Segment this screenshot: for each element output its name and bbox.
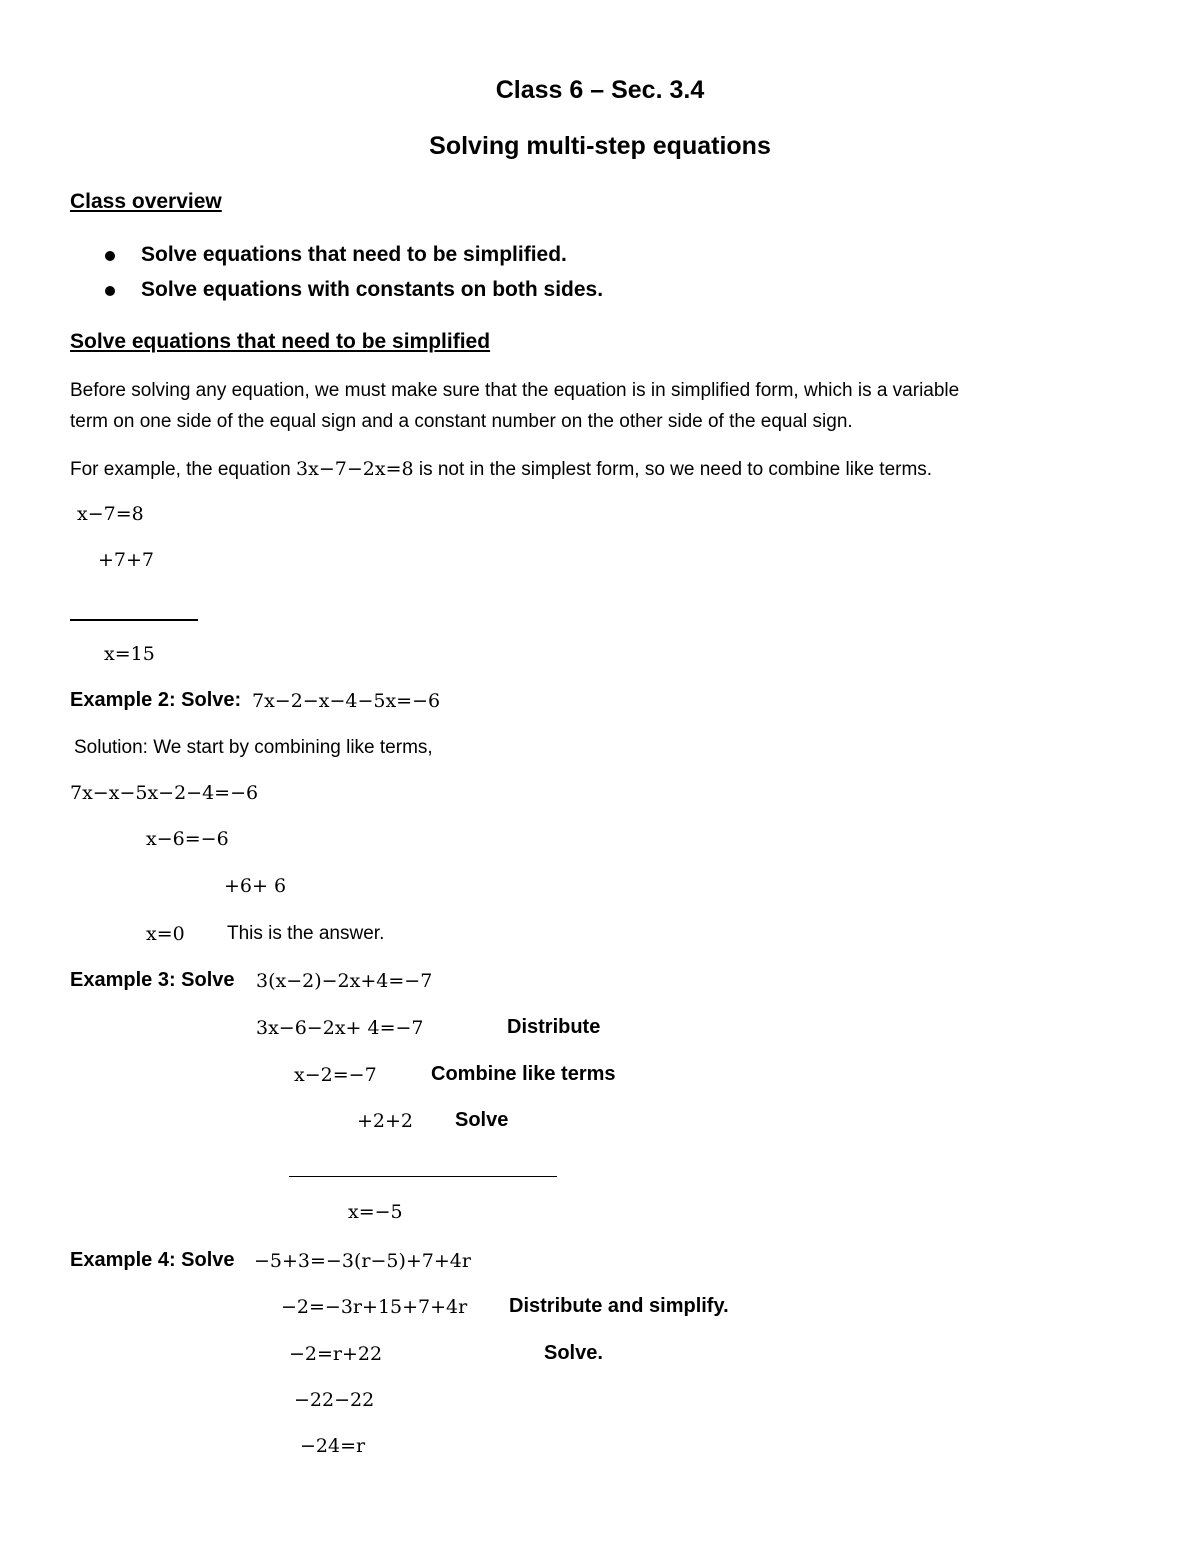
step-equation: x=15 — [104, 643, 155, 665]
bullet-icon — [105, 251, 115, 261]
step-equation: −2=r+22 — [289, 1343, 383, 1365]
example-3-equation: 3(x−2)−2x+4=−7 — [256, 970, 433, 992]
step-equation: x=0 — [146, 923, 185, 945]
example-equation: 3x−7−2x=8 — [296, 458, 414, 480]
divider-line — [289, 1176, 557, 1177]
example-2-solution: Solution: We start by combining like terms, — [74, 737, 433, 758]
page-subtitle: Solving multi-step equations — [429, 132, 771, 160]
example-3-label: Example 3: Solve — [70, 969, 235, 991]
divider-line — [70, 619, 198, 621]
answer-note: This is the answer. — [227, 923, 385, 944]
example-4-label: Example 4: Solve — [70, 1249, 235, 1271]
step-equation: +2+2 — [357, 1110, 414, 1132]
page-title: Class 6 – Sec. 3.4 — [495, 76, 705, 104]
step-equation: −22−22 — [294, 1389, 375, 1411]
paragraph-line-1: Before solving any equation, we must make sure that the equation is in simplified form, which is a variable — [70, 380, 960, 401]
bullet-icon — [105, 286, 115, 296]
step-note: Combine like terms — [431, 1063, 616, 1085]
example-2-label: Example 2: Solve: — [70, 689, 242, 711]
overview-bullet-1: Solve equations that need to be simplified. — [141, 243, 567, 266]
step-equation: +7+7 — [98, 549, 155, 571]
step-equation: x−6=−6 — [146, 828, 229, 850]
step-equation: x−7=8 — [77, 503, 144, 525]
step-equation: −24=r — [300, 1435, 366, 1457]
step-equation: 7x−x−5x−2−4=−6 — [70, 782, 259, 804]
example-4-equation: −5+3=−3(r−5)+7+4r — [254, 1250, 471, 1272]
section-heading: Solve equations that need to be simplified — [70, 330, 491, 353]
step-equation: 3x−6−2x+ 4=−7 — [256, 1017, 424, 1039]
step-equation: −2=−3r+15+7+4r — [281, 1296, 468, 1318]
example-2-equation: 7x−2−x−4−5x=−6 — [252, 690, 441, 712]
step-equation: x=−5 — [348, 1201, 403, 1223]
step-equation: x−2=−7 — [294, 1064, 377, 1086]
overview-heading: Class overview — [70, 190, 222, 213]
step-note: Distribute — [507, 1016, 601, 1038]
overview-bullet-2: Solve equations with constants on both sides. — [141, 278, 604, 301]
example-sentence — [70, 458, 932, 481]
example-prefix: For example, the equation — [70, 459, 291, 480]
paragraph-line-2: term on one side of the equal sign and a constant number on the other side of the equal sign. — [70, 411, 853, 432]
step-note: Solve. — [544, 1342, 603, 1364]
step-note: Solve — [455, 1109, 509, 1131]
step-note: Distribute and simplify. — [509, 1295, 729, 1317]
example-suffix: is not in the simplest form, so we need to combine like terms. — [418, 459, 933, 480]
step-equation: +6+ 6 — [224, 875, 287, 897]
